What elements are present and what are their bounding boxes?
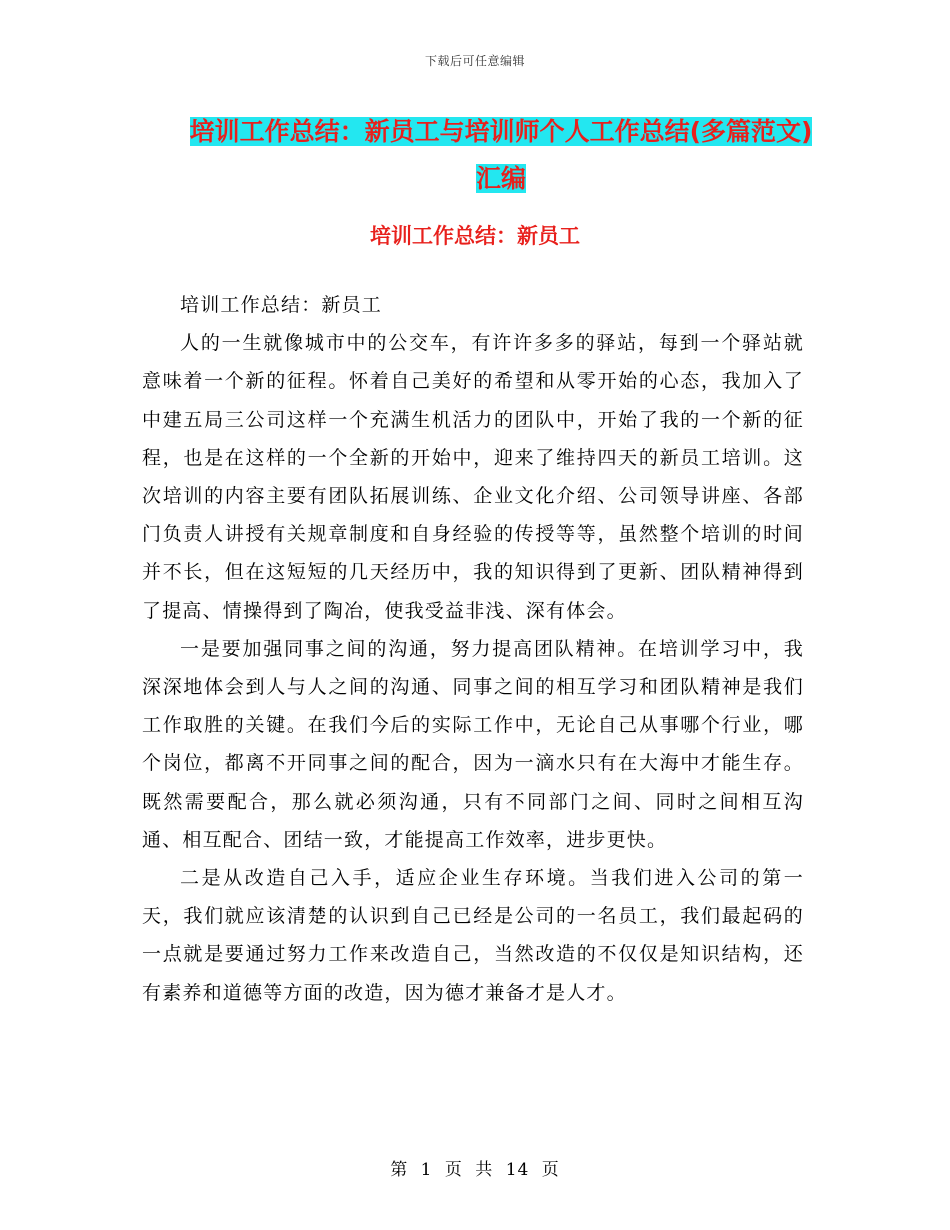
paragraph-intro: 培训工作总结：新员工 — [180, 294, 383, 316]
paragraph: 二是从改造自己入手，适应企业生存环境。当我们进入公司的第一天，我们就应该清楚的认识到自己已经是公司的一名员工，我们最起码的一点就是要通过努力工作来改造自己，当然改造的不仅仅是知识结构，还有素养和道德等方面的改造，因为德才兼备才是人才。 — [142, 867, 804, 1004]
header-note: 下载后可任意编辑 — [424, 54, 525, 68]
page-number: 第 1 页 共 14 页 — [390, 1160, 560, 1180]
document-title-text: 培训工作总结：新员工与培训师个人工作总结(多篇范文)汇编 — [189, 117, 813, 193]
document-body — [142, 286, 804, 1012]
section-title: 培训工作总结：新员工 — [370, 224, 580, 248]
paragraph: 人的一生就像城市中的公交车，有许许多多的驿站，每到一个驿站就意味着一个新的征程。怀着自己美好的希望和从零开始的心态，我加入了中建五局三公司这样一个充满生机活力的团队中，开始了我的一个新的征程，也是在这样的一个全新的开始中，迎来了维持四天的新员工培训。这次培训的内容主要有团队拓展训练、企业文化介绍、公司领导讲座、各部门负责人讲授有关规章制度和自身经验的传授等等，虽然整个培训的时间并不长，但在这短短的几天经历中，我的知识得到了更新、团队精神得到了提高、情操得到了陶冶，使我受益非浅、深有体会。 — [142, 332, 804, 622]
document-title — [186, 108, 816, 202]
paragraph: 一是要加强同事之间的沟通，努力提高团队精神。在培训学习中，我深深地体会到人与人之间的沟通、同事之间的相互学习和团队精神是我们工作取胜的关键。在我们今后的实际工作中，无论自己从事哪个行业，哪个岗位，都离不开同事之间的配合，因为一滴水只有在大海中才能生存。既然需要配合，那么就必须沟通，只有不同部门之间、同时之间相互沟通、相互配合、团结一致，才能提高工作效率，进步更快。 — [142, 637, 804, 851]
